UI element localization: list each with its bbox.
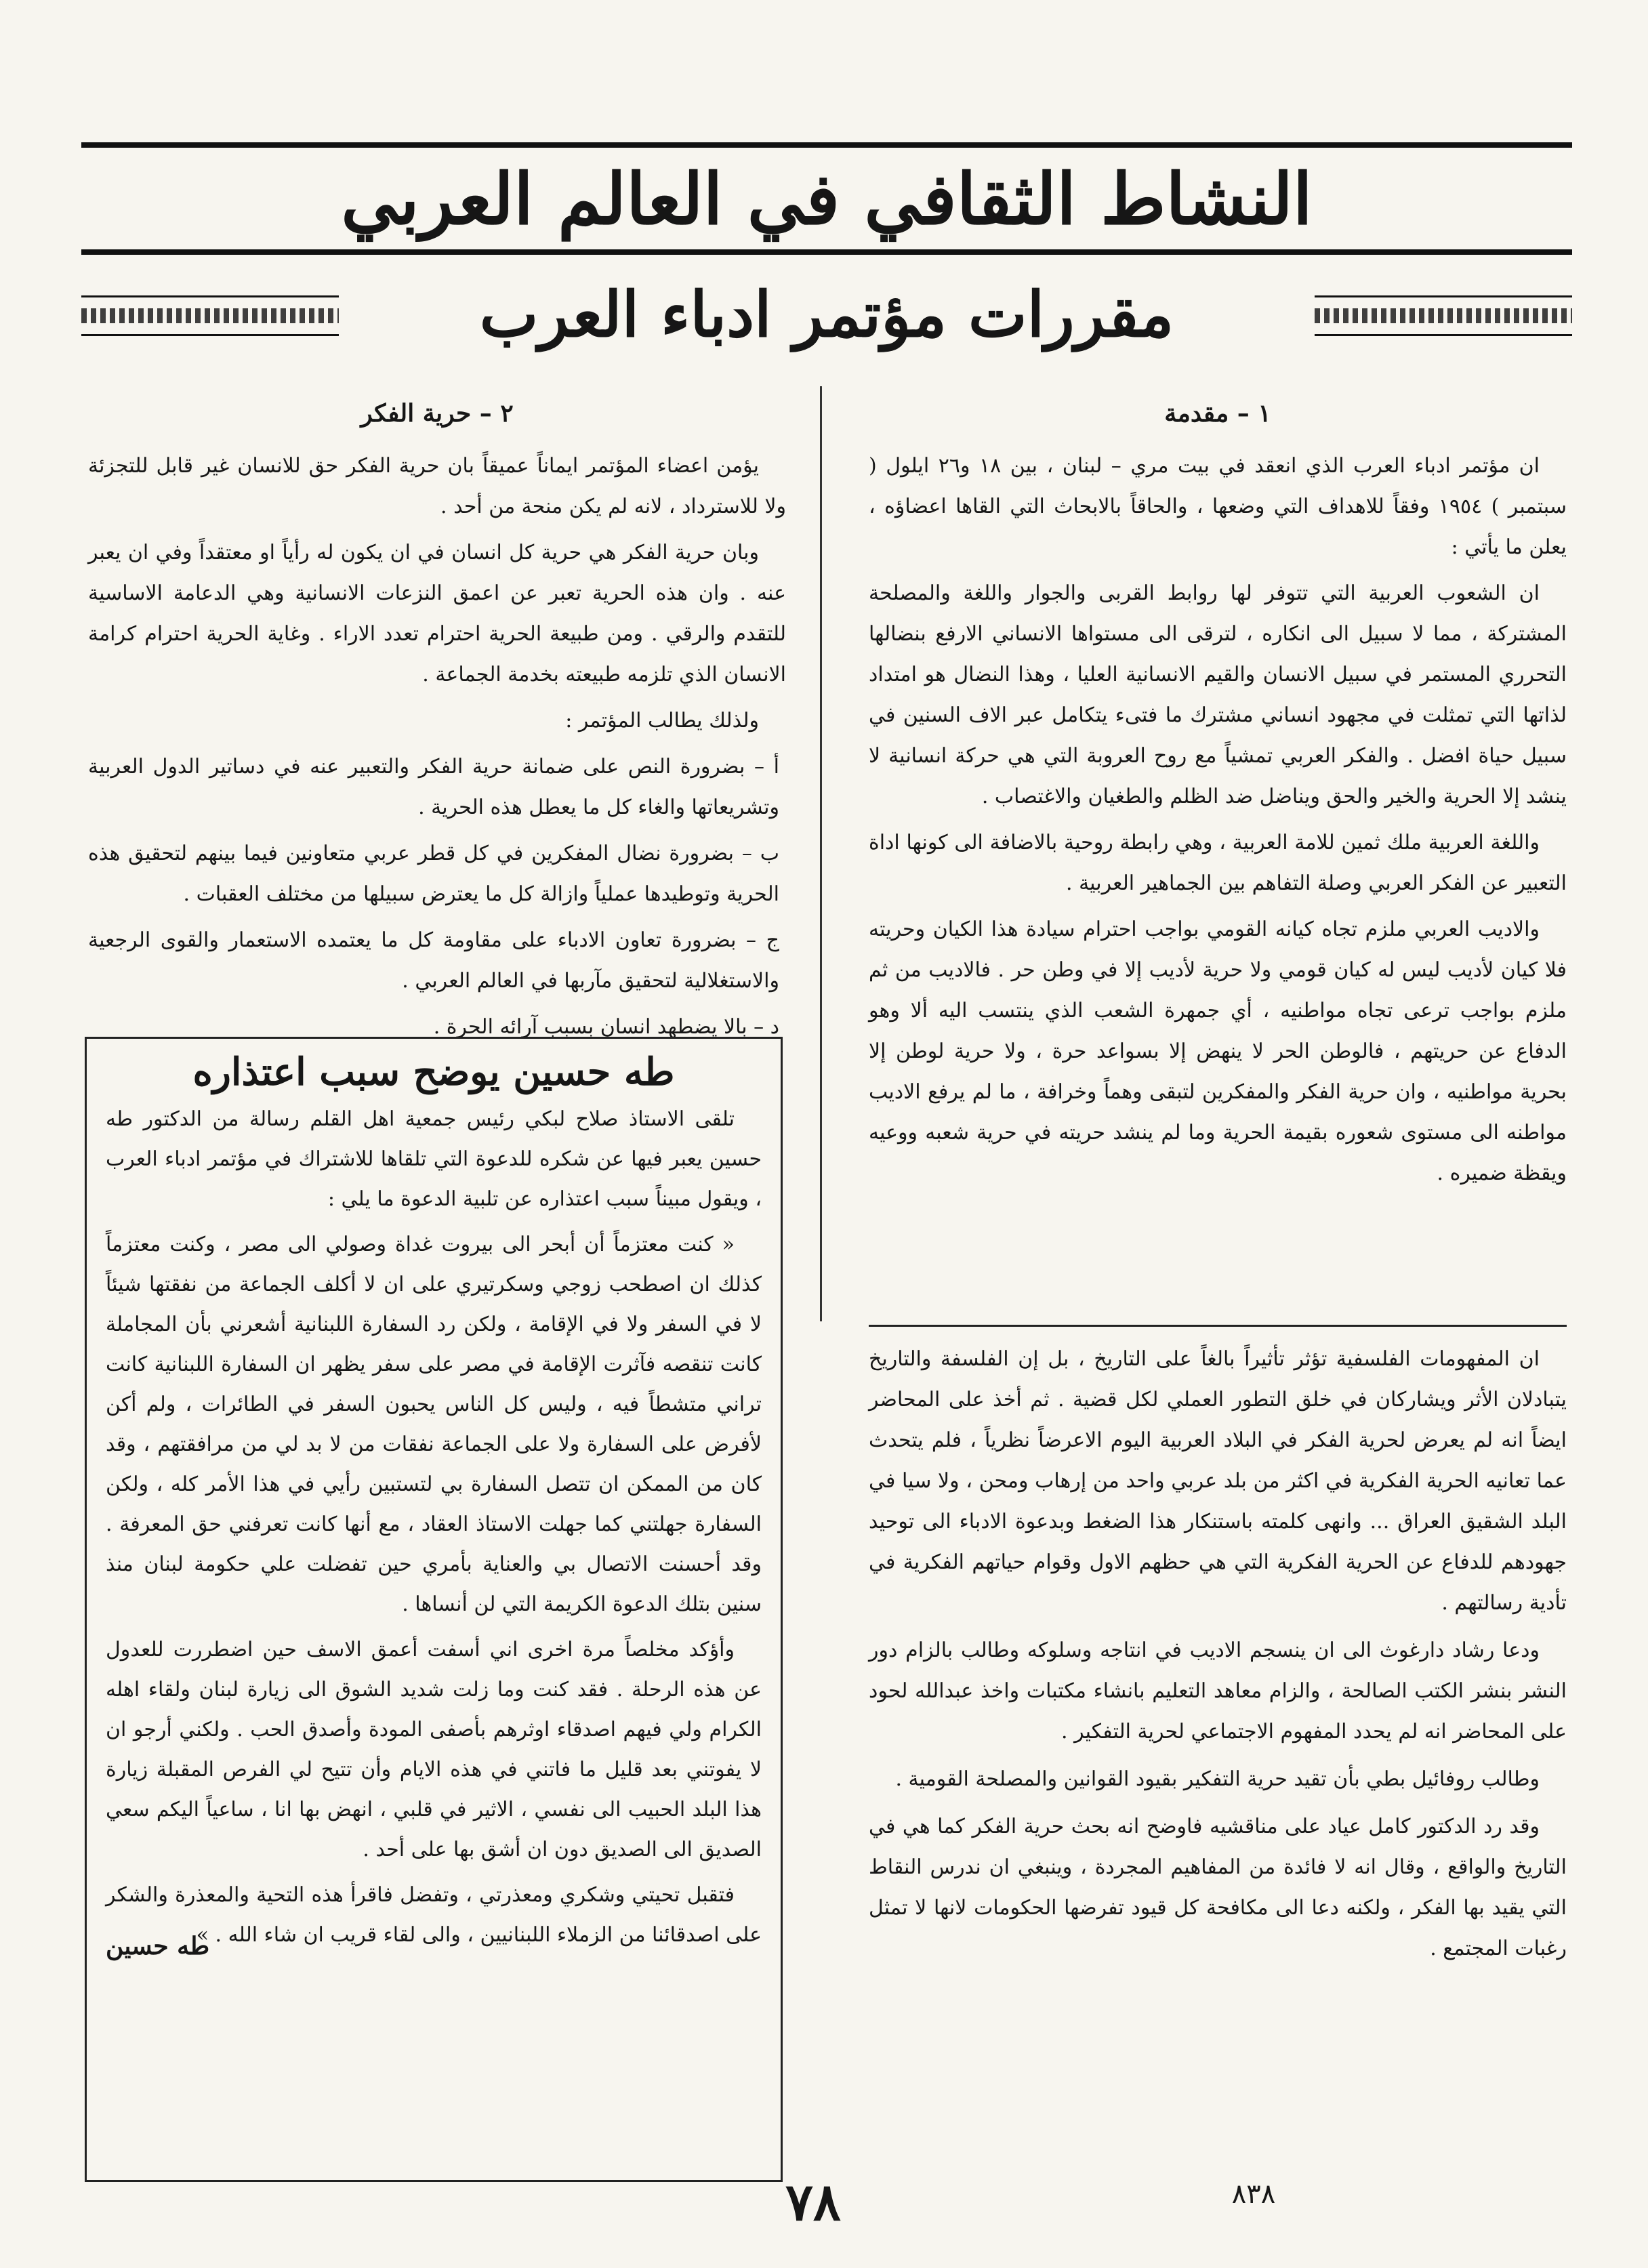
box-title: طه حسين يوضح سبب اعتذاره — [192, 1050, 675, 1094]
page-number: ٧٨ — [785, 2172, 841, 2232]
article-header — [81, 271, 1572, 379]
title-ornament-right — [1315, 285, 1572, 359]
discussion-paragraph: ان المفهومات الفلسفية تؤثر تأثيراً بالغاً على التاريخ ، بل إن الفلسفة والتاريخ يتبادلان الأثر ويشاركان في خلق التطور العملي لكل قضية . ثم أخذ على المحاضر ايضاً انه لم يعرض لحرية الفكر في البلاد العربية اليوم الاعرضاً نظرياً ، فلم يتحدث عما تعانيه الحرية الفكرية في اكثر من بلد عربي واحد من إرهاب ومحن ، ولا سيا في البلد الشقيق العراق ... وانهى كلمته باستنكار هذا الضغط وبدعوة الادباء الى توحيد جهودهم للدفاع عن الحرية الفكرية التي هي حظهم الاول وقوام حياتهم الفكرية في تأدية رسالتهم . — [869, 1347, 1567, 1615]
box-paragraph: وأؤكد مخلصاً مرة اخرى اني أسفت أعمق الاسف حين اضطررت للعدول عن هذه الرحلة . فقد كنت وما زلت شديد الشوق الى زيارة لبنان ولقاء اهله الكرام ولي فيهم اصدقاء اوثرهم بأصفى المودة وأصدق الحب . ولكني أرجو ان لا يفوتني بعد قليل ما فاتني في هذه الايام وأن تتيح لي الفرص المقبلة زيارة هذا البلد الحبيب الى نفسي ، الاثير في قلبي ، انهض بها انا ، ساعياً اليكم سعي الصديق الى الصديق دون ان أشق بها على أحد . — [106, 1638, 762, 1861]
freedom-paragraph: وبان حرية الفكر هي حرية كل انسان في ان يكون له رأياً او معتقداً وفي ان يعبر عنه . وان هذه الحرية تعبر عن اعمق النزعات الانسانية وهي الدعامة الاساسية للتقدم والرقي . ومن طبيعة الحرية احترام تعدد الاراء . وغاية الحرية احترام كرامة الانسان الذي تلزمه طبيعته بخدمة الجماعة . — [88, 541, 786, 686]
intro-heading: ١ – مقدمة — [1164, 399, 1271, 428]
discussion-paragraph: ودعا رشاد دارغوث الى ان ينسجم الاديب في انتاجه وسلوكه وطالب بالزام دور النشر بنشر الكتب الصالحة ، والزام معاهد التعليم بانشاء مكتبات واخذ عبدالله لحود على المحاضر انه لم يحدد المفهوم الاجتماعي لحرية التفكير . — [869, 1638, 1567, 1744]
demand-item: د – بالا يضطهد انسان بسبب آرائه الحرة . — [433, 1015, 779, 1039]
box-signature: طه حسين — [106, 1932, 210, 1960]
demand-item: ج – بضرورة تعاون الادباء على مقاومة كل ما يعتمده الاستعمار والقوى الرجعية والاستغلالية لتحقيق مآربها في العالم العربي . — [88, 928, 779, 993]
title-ornament-left — [81, 285, 339, 359]
discussion-paragraph: وقد رد الدكتور كامل عياد على مناقشيه فاوضح انه بحث حرية الفكر كما هي في التاريخ والواقع ، وقال انه لا فائدة من المفاهيم المجردة ، وينبغي ان ندرس النقاط التي يقيد بها الفكر ، ولكنه دعا الى مكافحة كل قيود تفرضها الحكومات لانها لا تمثل رغبات المجتمع . — [869, 1815, 1567, 1960]
taha-hussein-box — [85, 1037, 783, 2182]
discussion-paragraph: وطالب روفائيل بطي بأن تقيد حرية التفكير بقيود القوانين والمصلحة القومية . — [895, 1767, 1540, 1791]
demand-item: ب – بضرورة نضال المفكرين في كل قطر عربي متعاونين فيما بينهم لتحقيق هذه الحرية وتوطيدها عملياً وازالة كل ما يعترض سبيلها من مختلف العقبات . — [88, 842, 779, 906]
discussion-section — [869, 1325, 1567, 1976]
column-divider — [820, 386, 822, 1321]
masthead-title: النشاط الثقافي في العالم العربي — [341, 157, 1313, 241]
masthead — [81, 142, 1572, 255]
freedom-heading: ٢ – حرية الفكر — [360, 399, 514, 428]
intro-section — [869, 393, 1567, 1199]
box-paragraph: « كنت معتزماً أن أبحر الى بيروت غداة وصولي الى مصر ، وكنت معتزماً كذلك ان اصطحب زوجي وسكرتيري على ان لا أكلف الجماعة من نفقتها شيئاً لا في السفر ولا في الإقامة ، ولكن رد السفارة اللبنانية أشعرني بأن المجاملة كانت تنقصه فآثرت الإقامة في مصر على سفر يظهر ان السفارة اللبنانية كانت تراني متشطاً فيه ، وليس كل الناس يحبون السفر في الطائرات ، ولم أكن لأفرض على السفارة ولا على الجماعة نفقات من لا بد لي من مرافقتهم ، وقد كان من الممكن ان تتصل السفارة بي لتستبين رأيي في هذا الأمر كله ، ولكن السفارة جهلتني كما جهلت الاستاذ العقاد ، مع أنها كانت تعرفني حق المعرفة . وقد أحسنت الاتصال بي والعناية بأمري حين تفضلت علي حكومة لبنان منذ سنين بتلك الدعوة الكريمة التي لن أنساها . — [106, 1233, 762, 1616]
box-paragraph: تلقى الاستاذ صلاح لبكي رئيس جمعية اهل القلم رسالة من الدكتور طه حسين يعبر فيها عن شكره للدعوة التي تلقاها للاشتراك في مؤتمر ادباء العرب ، ويقول مبيناً سبب اعتذاره عن تلبية الدعوة ما يلي : — [106, 1107, 762, 1211]
freedom-paragraph: يؤمن اعضاء المؤتمر ايماناً عميقاً بان حرية الفكر حق للانسان غير قابل للتجزئة ولا للاسترداد ، لانه لم يكن منحة من أحد . — [88, 454, 786, 518]
freedom-section — [88, 393, 786, 1053]
intro-paragraph: والاديب العربي ملزم تجاه كيانه القومي بواجب احترام سيادة هذا الكيان وحريته فلا كيان لأديب ليس له كيان قومي ولا حرية لأديب إلا في وطن حر . فالاديب من ثم ملزم بواجب ترعى تجاه مواطنيه ، أي جمهرة الشعب الذي ينتسب اليه ألا وهو الدفاع عن حريتهم ، فالوطن الحر لا ينهض إلا بسواعد حرة ، ولا حرية لوطن إلا بحرية مواطنيه ، وان حرية الفكر والمفكرين لتبقى وهماً وخرافة ، ما لم يرفع الاديب مواطنه الى مستوى شعوره بقيمة الحرية وما لم ينشد حريته في حرية شعبه ووعيه ويقظة ضميره . — [869, 917, 1567, 1185]
volume-page-number: ٨٣٨ — [1231, 2179, 1276, 2210]
intro-paragraph: ان الشعوب العربية التي تتوفر لها روابط القربى والجوار واللغة والمصلحة المشتركة ، مما لا سبيل الى انكاره ، لترقى الى مستواها الانساني الارفع بنضالها التحرري المستمر في سبيل الانسان والقيم الانسانية العليا ، وهذا النضال هو امتداد لذاتها التي تمثلت في مجهود انساني مشترك ما فتىء يتكامل عبر الاف السنين في سبيل حياة افضل . والفكر العربي تمشياً مع روح العروبة التي هي حركة انسانية لا ينشد إلا الحرية والخير والحق ويناضل ضد الظلم والطغيان والاغتصاب . — [869, 581, 1567, 808]
box-paragraph: فتقبل تحيتي وشكري ومعذرتي ، وتفضل فاقرأ هذه التحية والمعذرة والشكر على اصدقائنا من الزملاء اللبنانيين ، والى لقاء قريب ان شاء الله . » — [106, 1883, 762, 1947]
intro-paragraph: ان مؤتمر ادباء العرب الذي انعقد في بيت مري – لبنان ، بين ١٨ و٢٦ ايلول ( سبتمبر ) ١٩٥٤ وفقاً للاهداف التي وضعها ، والحاقاً بالابحاث التي القاها اعضاؤه ، يعلن ما يأتي : — [869, 454, 1567, 559]
demand-item: أ – بضرورة النص على ضمانة حرية الفكر والتعبير عنه في دساتير الدول العربية وتشريعاتها والغاء كل ما يعطل هذه الحرية . — [88, 755, 779, 819]
freedom-paragraph: ولذلك يطالب المؤتمر : — [565, 709, 759, 733]
intro-paragraph: واللغة العربية ملك ثمين للامة العربية ، وهي رابطة روحية بالاضافة الى كونها اداة التعبير عن الفكر العربي وصلة التفاهم بين الجماهير العربية . — [869, 831, 1567, 895]
article-title: مقررات مؤتمر ادباء العرب — [479, 278, 1174, 351]
